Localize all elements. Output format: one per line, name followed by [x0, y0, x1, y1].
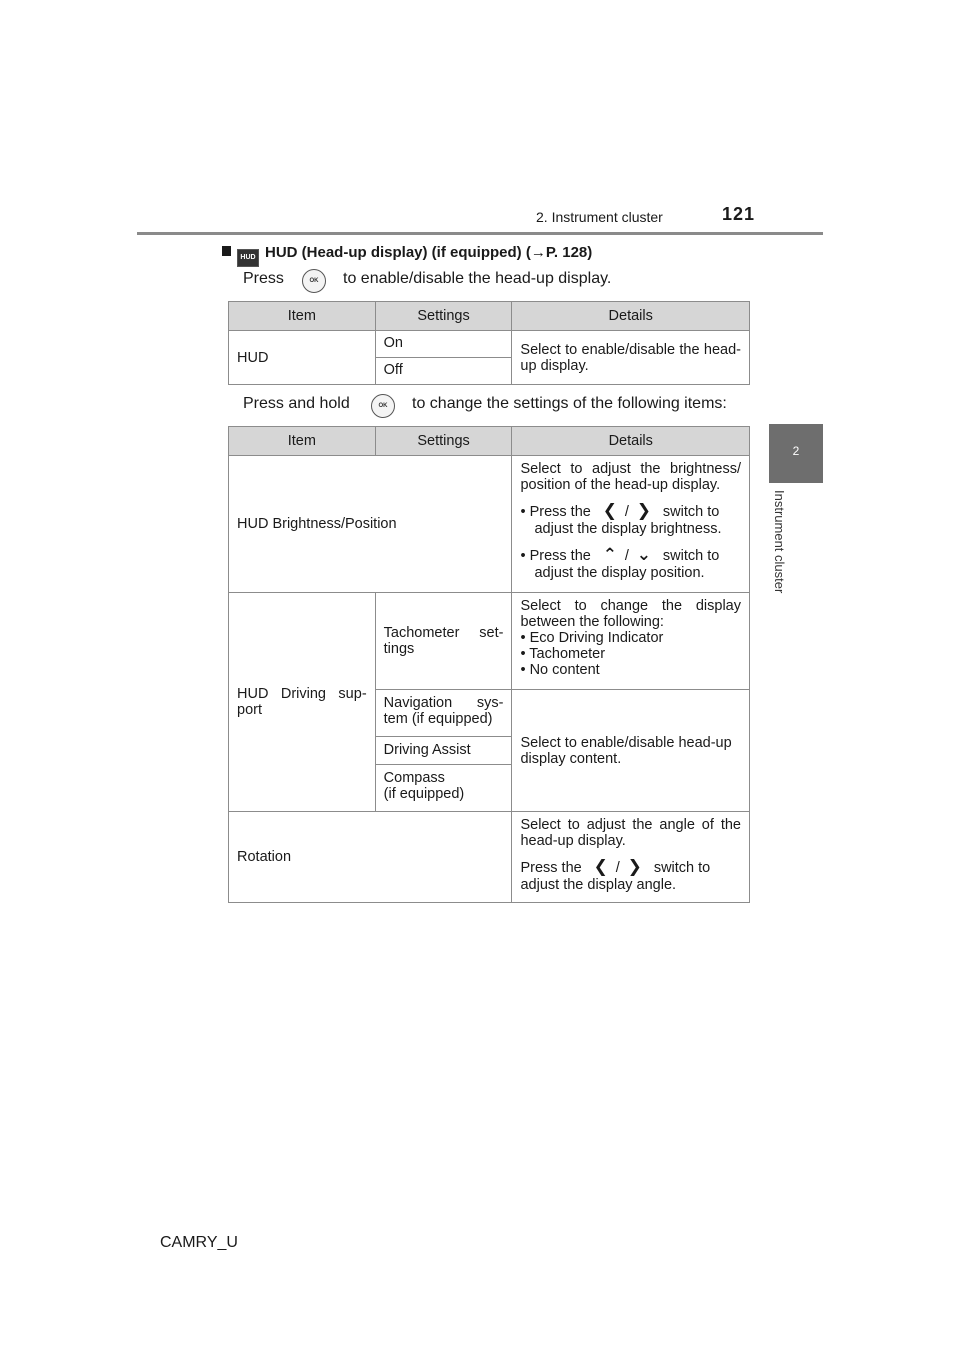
slash: /	[624, 504, 629, 520]
page-number: 121	[722, 204, 756, 224]
setting-off: Off	[375, 358, 512, 385]
tachometer-details	[512, 593, 750, 690]
navigation-setting: Navigation sys- tem (if equipped)	[375, 690, 512, 737]
brightness-bullet-1	[520, 501, 741, 521]
rotation-rest: adjust the display angle.	[520, 877, 677, 893]
hud-table	[228, 301, 750, 385]
col-item: Item	[229, 427, 376, 456]
table-row	[229, 331, 750, 358]
chevron-right-icon: ❯	[636, 501, 652, 520]
ok-button-icon: OK	[302, 269, 326, 293]
table-row	[229, 812, 750, 903]
brightness-bullet-2-rest: adjust the display position.	[534, 565, 705, 581]
chevron-left-icon: ❮	[593, 857, 608, 876]
col-details: Details	[512, 302, 750, 331]
rotation-details	[512, 812, 750, 903]
section-title	[222, 244, 592, 267]
compass-label: Compass	[383, 770, 445, 786]
hud-item: HUD	[229, 331, 376, 385]
col-item: Item	[229, 302, 376, 331]
chevron-right-icon: ❯	[627, 857, 642, 876]
chapter-tab-label: Instrument cluster	[772, 490, 787, 594]
slash: /	[624, 548, 629, 564]
para-press-before: Press	[243, 270, 284, 287]
brightness-bullet-2	[520, 545, 741, 565]
content-details: Select to enable/disable head-up display content.	[512, 690, 750, 812]
tach-option-3: • No content	[520, 662, 600, 678]
chapter-header: 2. Instrument cluster	[536, 209, 663, 225]
para-hold-after: to change the settings of the following items:	[412, 395, 727, 412]
para-press-after: to enable/disable the head-up display.	[343, 270, 612, 287]
compass-setting	[375, 765, 512, 812]
footer-model: CAMRY_U	[160, 1234, 238, 1251]
chevron-down-icon: ⌄	[636, 545, 652, 564]
tach-option-2: • Tachometer	[520, 646, 606, 662]
section-ref: P. 128)	[545, 244, 593, 261]
brightness-bullet-1-rest: adjust the display brightness.	[534, 521, 722, 537]
chapter-tab-number: 2	[792, 444, 800, 458]
chapter-tab	[769, 424, 823, 483]
chevron-left-icon: ❮	[602, 501, 617, 520]
col-settings: Settings	[375, 427, 512, 456]
switch-text: switch to	[653, 860, 711, 876]
tachometer-intro: Select to change the display between the following:	[520, 598, 741, 630]
hud-icon: HUD	[237, 249, 259, 267]
section-title-text: HUD (Head-up display) (if equipped) (	[265, 244, 531, 261]
setting-on: On	[375, 331, 512, 358]
section-marker-icon	[222, 246, 231, 256]
brightness-intro: Select to adjust the brightness/ position of the head-up display.	[520, 461, 741, 493]
hud-table-header	[229, 302, 750, 331]
press-text: • Press the	[520, 548, 591, 564]
settings-table-header	[229, 427, 750, 456]
rotation-intro: Select to adjust the angle of the head-up display.	[520, 817, 741, 849]
tach-option-1: • Eco Driving Indicator	[520, 630, 664, 646]
col-details: Details	[512, 427, 750, 456]
table-row	[229, 456, 750, 593]
driving-assist-setting: Driving Assist	[375, 737, 512, 765]
brightness-details	[512, 456, 750, 593]
driving-support-item: HUD Driving sup- port	[229, 593, 376, 812]
para-press	[243, 270, 284, 288]
para-hold-before: Press and hold	[243, 395, 350, 412]
compass-note: (if equipped)	[383, 786, 465, 802]
switch-text: switch to	[662, 504, 720, 520]
tachometer-setting: Tachometer set- tings	[375, 593, 512, 690]
hud-details: Select to enable/disable the head-up display.	[512, 331, 750, 385]
rotation-press-line	[520, 857, 741, 877]
col-settings: Settings	[375, 302, 512, 331]
table-row	[229, 593, 750, 690]
arrow-icon: →	[530, 244, 546, 261]
chevron-up-icon: ⌃	[602, 545, 617, 564]
press-text: • Press the	[520, 504, 591, 520]
switch-text: switch to	[662, 548, 720, 564]
brightness-item: HUD Brightness/Position	[229, 456, 512, 593]
settings-table	[228, 426, 750, 903]
press-text: Press the	[520, 860, 582, 876]
slash: /	[615, 860, 620, 876]
rotation-item: Rotation	[229, 812, 512, 903]
header-rule	[137, 232, 823, 235]
ok-button-icon-2: OK	[371, 394, 395, 418]
